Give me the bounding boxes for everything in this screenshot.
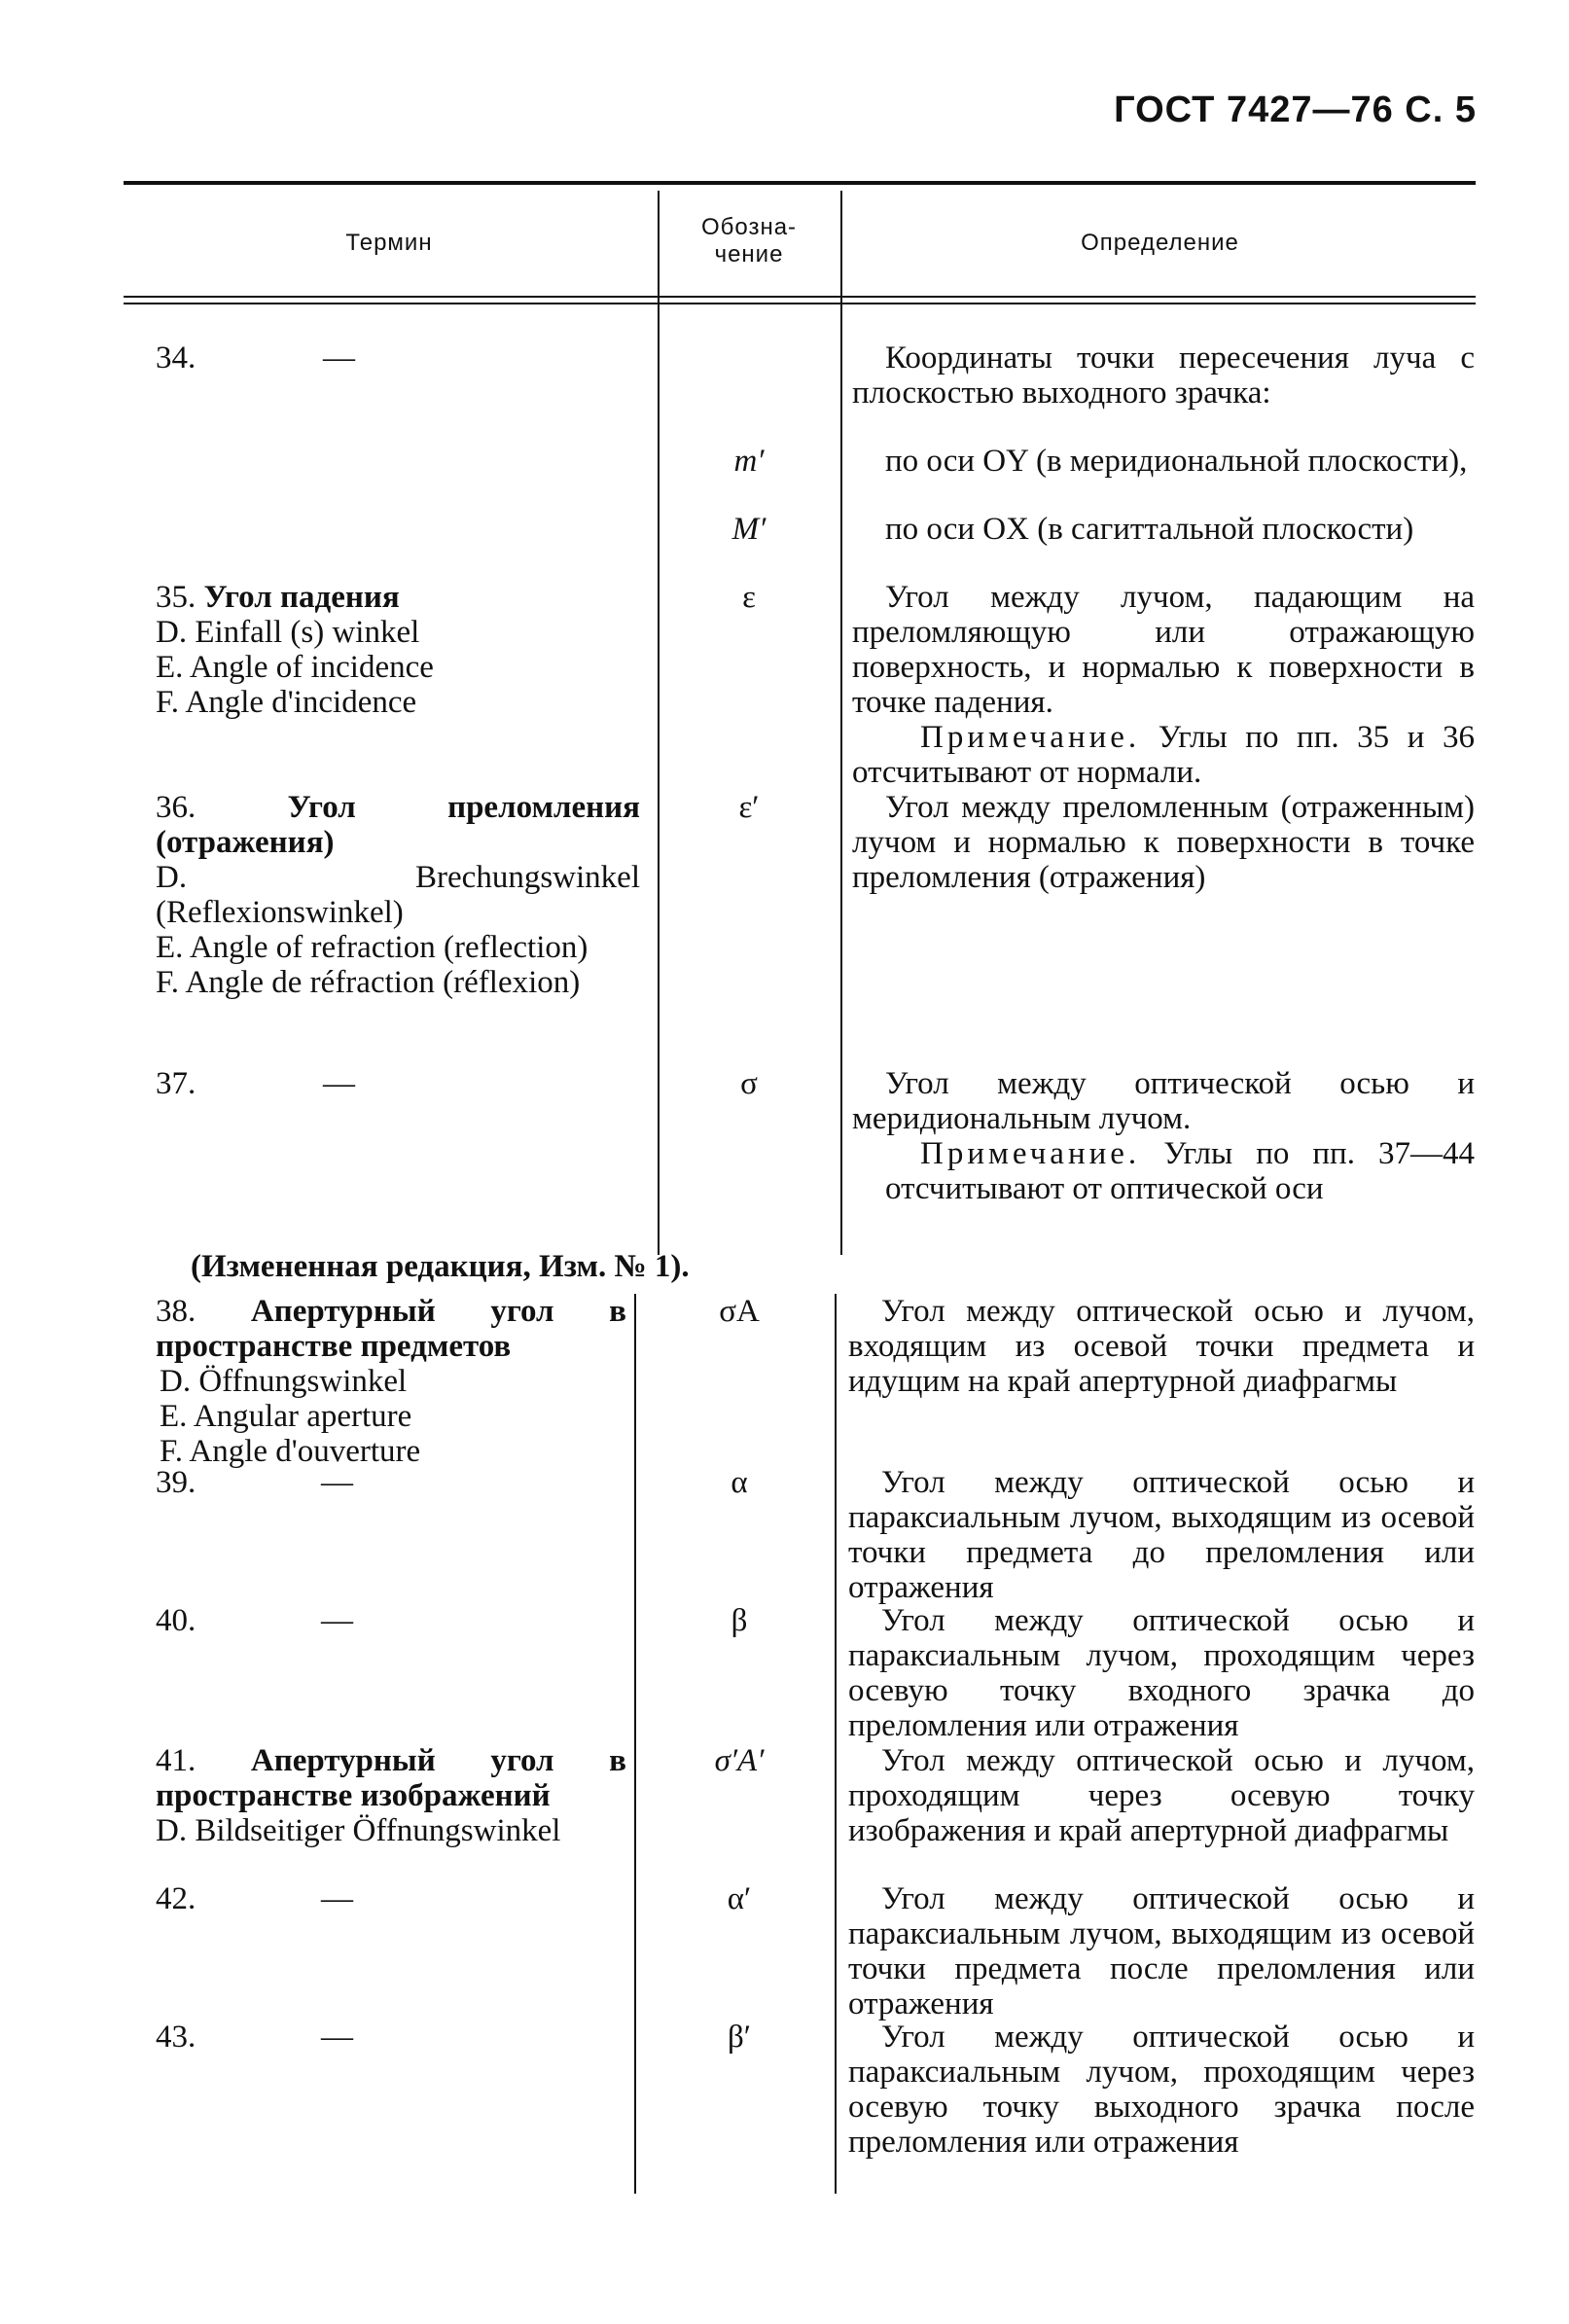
- term-37: [156, 1066, 196, 1101]
- term-39: [156, 1465, 196, 1500]
- term-de: D. Bildseitiger Öffnungswinkel: [156, 1813, 561, 1848]
- note-text: Углы по пп. 37—44 отсчитывают от оптической оси: [885, 1136, 1475, 1206]
- term-number: 34.: [156, 340, 196, 375]
- term-dash-40: —: [321, 1603, 353, 1638]
- note-label: Примечание.: [920, 1136, 1141, 1171]
- term-en: E. Angle of refraction (reflection): [156, 930, 588, 965]
- term-number: 35.: [156, 580, 196, 615]
- term-dash-37: —: [323, 1066, 355, 1101]
- term-41: [121, 1743, 626, 1848]
- term-38: [121, 1294, 626, 1469]
- definition-35: Угол между лучом, падающим на преломляющую или отражающую поверхность, и нормалью к поверхности в точке падения.: [852, 580, 1475, 720]
- column-header-symbol-line1: Обозна-: [700, 214, 798, 240]
- term-fr: F. Angle de réfraction (réflexion): [156, 965, 581, 1000]
- symbol-40: β: [731, 1603, 748, 1638]
- symbol-34-M: M′: [731, 512, 767, 547]
- term-number: 43.: [156, 2020, 196, 2055]
- symbol-37: σ: [740, 1066, 758, 1101]
- revision-note: (Измененная редакция, Изм. № 1).: [191, 1249, 690, 1284]
- header-bottom-rule: [124, 296, 1476, 298]
- term-fr: F. Angle d'ouverture: [160, 1434, 421, 1469]
- term-de: D. Brechungswinkel (Reflexionswinkel): [156, 860, 640, 930]
- term-number: 40.: [156, 1603, 196, 1638]
- definition-34-intro: Координаты точки пересечения луча с плоскостью выходного зрачка:: [852, 340, 1475, 411]
- symbol-38: σA: [719, 1294, 760, 1329]
- term-ru: Угол преломления (отражения): [156, 790, 640, 860]
- term-dash-43: —: [321, 2020, 353, 2055]
- term-ru: Апертурный угол в пространстве изображений: [156, 1743, 626, 1813]
- definition-42: Угол между оптической осью и параксиальным лучом, выходящим из осевой точки предмета после преломления или отражения: [848, 1881, 1475, 2021]
- term-number: 38.: [156, 1294, 196, 1329]
- definition-34-oy: по оси OY (в меридиональной плоскости),: [885, 444, 1468, 479]
- symbol-41: σ′A′: [714, 1743, 765, 1778]
- definition-43: Угол между оптической осью и параксиальным лучом, проходящим через осевую точку выходного зрачка после преломления или отражения: [848, 2020, 1475, 2160]
- column-header-definition: Определение: [1081, 230, 1239, 256]
- term-number: 36.: [156, 790, 196, 825]
- term-number: 37.: [156, 1066, 196, 1101]
- term-de: D. Einfall (s) winkel: [156, 615, 420, 650]
- definition-38: Угол между оптической осью и лучом, входящим из осевой точки предмета и идущим на край апертурной диафрагмы: [848, 1294, 1475, 1399]
- column-divider-1-lower: [634, 1294, 636, 2194]
- definition-36: Угол между преломленным (отраженным) лучом и нормалью к поверхности в точке преломления (отражения): [852, 790, 1475, 895]
- definition-40: Угол между оптической осью и параксиальным лучом, проходящим через осевую точку входного зрачка до преломления или отражения: [848, 1603, 1475, 1743]
- symbol-36: ε′: [738, 790, 760, 825]
- term-40: [156, 1603, 196, 1638]
- term-de: D. Öffnungswinkel: [160, 1364, 408, 1399]
- term-42: [156, 1881, 196, 1916]
- symbol-39: α: [731, 1465, 748, 1500]
- column-divider-2: [840, 191, 842, 1255]
- term-34: [156, 340, 196, 375]
- term-en: E. Angle of incidence: [156, 650, 434, 685]
- definition-34-ox: по оси OX (в сагиттальной плоскости): [885, 512, 1414, 547]
- definition-39: Угол между оптической осью и параксиальным лучом, выходящим из осевой точки предмета до преломления или отражения: [848, 1465, 1475, 1605]
- term-43: [156, 2020, 196, 2055]
- definition-37: Угол между оптической осью и меридиональным лучом.: [852, 1066, 1475, 1136]
- symbol-35: ε: [742, 580, 756, 615]
- term-number: 41.: [156, 1743, 196, 1778]
- term-ru: Угол падения: [203, 580, 400, 615]
- term-ru: Апертурный угол в пространстве предметов: [156, 1294, 626, 1364]
- term-36: [121, 790, 640, 1000]
- note-label: Примечание.: [920, 720, 1141, 755]
- term-dash-39: —: [321, 1465, 353, 1500]
- column-header-term: Термин: [345, 230, 433, 256]
- note-text: Углы по пп. 35 и 36 отсчитывают от нормали.: [852, 720, 1475, 790]
- note-35: [852, 720, 1475, 790]
- term-dash-34: —: [323, 340, 355, 375]
- term-35: [156, 580, 642, 720]
- term-number: 39.: [156, 1465, 196, 1500]
- term-number: 42.: [156, 1881, 196, 1916]
- column-divider-1: [658, 191, 660, 1255]
- page-header: ГОСТ 7427—76 С. 5: [1114, 89, 1477, 130]
- column-header-symbol: [661, 214, 837, 268]
- note-37: [885, 1136, 1475, 1206]
- term-en: E. Angular aperture: [160, 1399, 412, 1434]
- column-header-symbol-line2: чение: [714, 241, 784, 268]
- symbol-42: α′: [727, 1881, 752, 1916]
- header-bottom-rule-2: [124, 303, 1476, 304]
- symbol-43: β′: [727, 2020, 751, 2055]
- column-divider-2-lower: [835, 1294, 837, 2194]
- table-top-rule: [124, 181, 1476, 185]
- term-dash-42: —: [321, 1881, 353, 1916]
- definition-41: Угол между оптической осью и лучом, проходящим через осевую точку изображения и край апертурной диафрагмы: [848, 1743, 1475, 1848]
- symbol-34-m: m′: [733, 444, 765, 479]
- term-fr: F. Angle d'incidence: [156, 685, 417, 720]
